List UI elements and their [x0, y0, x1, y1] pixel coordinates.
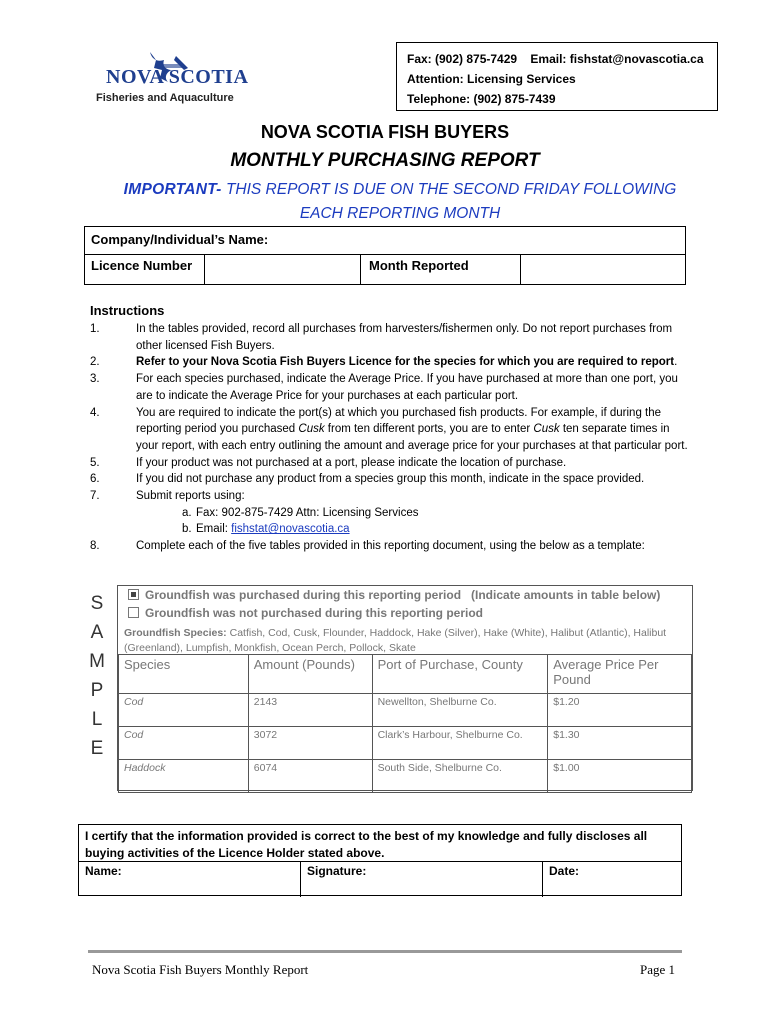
- instructions-heading: Instructions: [90, 303, 165, 318]
- company-info-table: [84, 226, 686, 285]
- contact-telephone: Telephone: (902) 875-7439: [407, 92, 556, 106]
- certification-box: [78, 824, 682, 896]
- instruction-item-6: 6. If you did not purchase any product from a species group this month, indicate in the space provided.: [90, 473, 645, 486]
- page-number: Page 1: [640, 962, 676, 977]
- submit-email: b. Email: fishstat@novascotia.ca: [182, 523, 350, 536]
- sample-purchase-table: [118, 654, 692, 793]
- instruction-item-8: 8. Complete each of the five tables provided in this reporting document, using the below as a template:: [90, 540, 645, 553]
- contact-fax-email: Fax: (902) 875-7429 Email: fishstat@novascotia.ca: [407, 52, 704, 66]
- contact-box: [396, 42, 718, 111]
- signature-field[interactable]: [301, 862, 543, 897]
- checkbox-not-purchased[interactable]: Groundfish was not purchased during this reporting period: [128, 606, 483, 620]
- instruction-item-7: 7. Submit reports using:: [90, 490, 245, 503]
- page-subtitle: MONTHLY PURCHASING REPORT: [230, 150, 540, 171]
- important-lead: IMPORTANT-: [123, 181, 222, 198]
- page-title: NOVA SCOTIA FISH BUYERS: [260, 122, 510, 142]
- month-reported-field[interactable]: [521, 254, 685, 285]
- species-list: Groundfish Species: Catfish, Cod, Cusk, Flounder, Haddock, Hake (Silver), Hake (White), Halibut (Atlantic), Halibut (Greenland), Lumpfish, Monkfish, Ocean Perch, Pollock, Skate: [124, 627, 667, 654]
- checkbox-purchased[interactable]: Groundfish was purchased during this reporting period (Indicate amounts in table below): [128, 588, 660, 602]
- table-header-row: [119, 655, 692, 694]
- col-species: Species: [119, 655, 249, 694]
- signature-label: Signature:: [307, 864, 367, 878]
- month-reported-label: Month Reported: [361, 254, 521, 285]
- col-average-price: Average Price Per Pound: [548, 655, 692, 694]
- company-name-label: Company/Individual’s Name:: [91, 232, 269, 247]
- certification-text: I certify that the information provided is correct to the best of my knowledge and fully discloses all buying activities of the Licence Holder stated above.: [85, 829, 648, 860]
- submit-fax: a. Fax: 902-875-7429 Attn: Licensing Services: [182, 506, 419, 519]
- checkbox-empty-icon: [128, 607, 139, 618]
- col-port: Port of Purchase, County: [372, 655, 548, 694]
- important-text: THIS REPORT IS DUE ON THE SECOND FRIDAY FOLLOWING EACH REPORTING MONTH: [221, 181, 677, 222]
- footer-title: Nova Scotia Fish Buyers Monthly Report: [92, 962, 309, 977]
- sample-table-block: [117, 585, 693, 791]
- instruction-item-5: 5. If your product was not purchased at a port, please indicate the location of purchase.: [90, 456, 567, 469]
- logo-department: Fisheries and Aquaculture: [96, 92, 234, 104]
- col-amount: Amount (Pounds): [248, 655, 372, 694]
- name-field[interactable]: [79, 862, 301, 897]
- instructions-list: [90, 321, 690, 555]
- contact-attention: Attention: Licensing Services: [407, 72, 576, 86]
- instruction-item-4: 4. You are required to indicate the port(s) at which you purchased fish products. For example, if during the reporting period you purchased Cusk from ten different ports, you are to enter Cusk ten separate times in your report, with each entry outlining the amount and average price for your purchases at that particular port.: [90, 406, 688, 452]
- instruction-item-2: 2. Refer to your Nova Scotia Fish Buyers Licence for the species for which you are required to report.: [90, 356, 678, 369]
- date-label: Date:: [549, 864, 580, 878]
- licence-number-field[interactable]: [205, 254, 361, 285]
- instruction-item-1: 1. In the tables provided, record all purchases from harvesters/fishermen only. Do not report purchases from other licensed Fish Buyers.: [90, 323, 673, 352]
- name-label: Name:: [85, 864, 122, 878]
- email-link[interactable]: fishstat@novascotia.ca: [231, 523, 350, 536]
- checkbox-checked-icon: [128, 589, 139, 600]
- logo-wordmark: NOVA SCOTIA: [106, 66, 249, 88]
- table-row: Cod 2143 Newellton, Shelburne Co. $1.20: [119, 694, 692, 727]
- date-field[interactable]: [543, 862, 681, 897]
- important-notice: [110, 178, 690, 226]
- table-row: Cod 3072 Clark’s Harbour, Shelburne Co. $1.30: [119, 727, 692, 760]
- footer-divider: [88, 950, 682, 953]
- licence-number-label: Licence Number: [85, 254, 205, 285]
- sample-watermark: S A M P L E: [89, 593, 105, 759]
- table-row: Haddock 6074 South Side, Shelburne Co. $1.00: [119, 760, 692, 793]
- instruction-item-3: 3. For each species purchased, indicate the Average Price. If you have purchased at more than one port, you are to indicate the Average Price for your purchases at each particular port.: [90, 373, 678, 402]
